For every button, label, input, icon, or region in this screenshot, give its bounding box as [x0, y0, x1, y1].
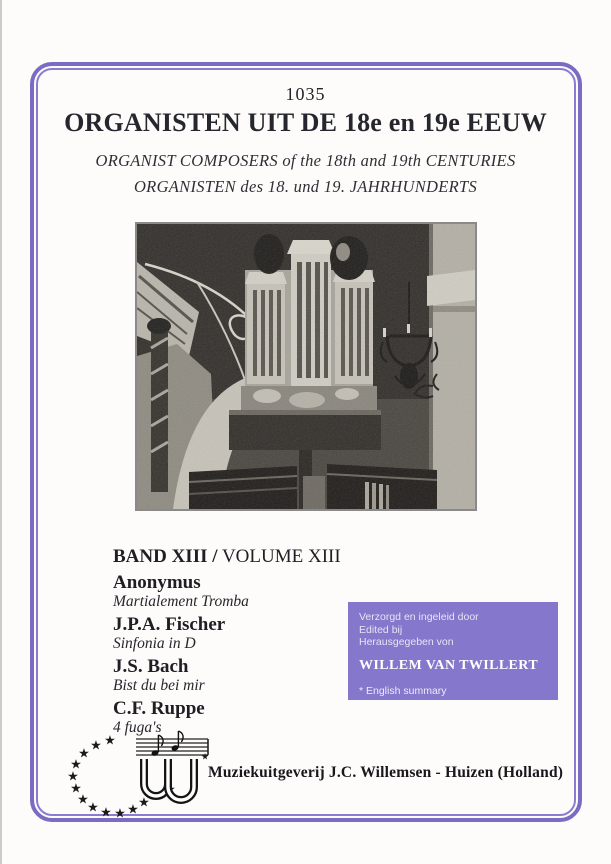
composer-name: C.F. Ruppe: [113, 698, 205, 719]
volume-and-works: [113, 546, 353, 741]
star-icon: ★: [114, 805, 126, 821]
star-icon: ★: [87, 799, 99, 815]
english-summary-note: * English summary: [359, 684, 447, 697]
edited-by-english: Edited bij: [359, 623, 403, 636]
star-icon: ★: [70, 756, 82, 772]
edited-by-dutch: Verzorgd en ingeleid door: [359, 611, 479, 623]
cover-title: ORGANISTEN UIT DE 18e en 19e EEUW: [64, 108, 547, 137]
star-icon: ★: [100, 804, 112, 820]
volume-label: VOLUME XIII: [221, 546, 341, 567]
organ-photo: [135, 222, 477, 511]
star-icon: ★: [127, 801, 139, 817]
cover-subtitle-english: ORGANIST COMPOSERS of the 18th and 19th CENTURIES: [95, 151, 516, 170]
composer-name: J.P.A. Fischer: [113, 614, 226, 635]
publisher-line: Muziekuitgeverij J.C. Willemsen - Huizen (Holland): [208, 764, 564, 781]
cover-subtitle-german: ORGANISTEN des 18. und 19. JAHRHUNDERTS: [133, 177, 478, 196]
band-label: BAND XIII /: [113, 546, 218, 567]
composer-name: Anonymus: [113, 572, 201, 593]
star-icon: ★: [78, 745, 90, 761]
willemsen-monogram-icon: [130, 729, 215, 810]
editor-name: WILLEM VAN TWILLERT: [359, 657, 539, 673]
star-icon: ★: [138, 794, 150, 810]
work-title: Sinfonia in D: [113, 635, 196, 652]
volume-line: [113, 546, 353, 567]
work-title: Martialement Tromba: [113, 593, 249, 610]
organ-photo-illustration: [137, 224, 475, 509]
catalog-number: 1035: [285, 84, 326, 104]
star-icon: ★: [67, 768, 79, 784]
star-icon: ★: [104, 732, 116, 748]
star-icon: ★: [70, 780, 82, 796]
work-title: 4 fuga's: [113, 719, 162, 736]
composer-name: J.S. Bach: [113, 656, 189, 677]
star-icon: ★: [200, 751, 210, 762]
edited-by-german: Herausgegeben von: [359, 636, 454, 648]
star-icon: ★: [90, 737, 102, 753]
star-icon: ★: [77, 791, 89, 807]
work-title: Bist du bei mir: [113, 677, 205, 694]
editor-credit-box: [348, 602, 558, 700]
star-icon: ★: [164, 781, 176, 797]
